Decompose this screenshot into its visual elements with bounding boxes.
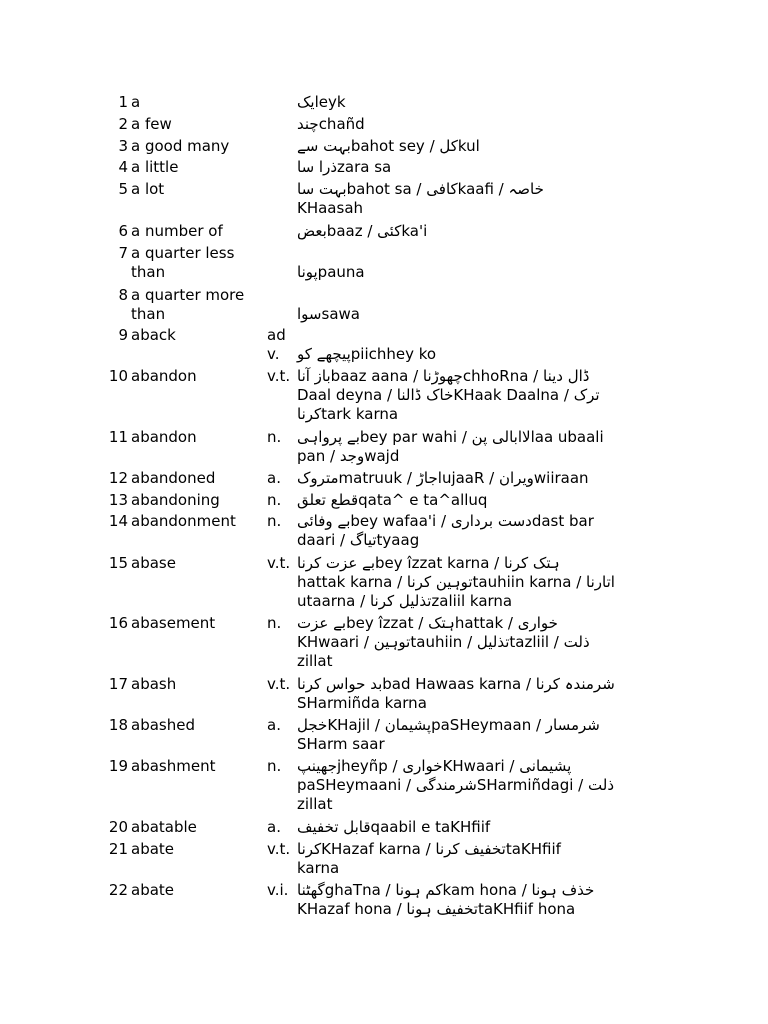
entry-headword: [131, 512, 261, 531]
entry-number: 5: [118, 180, 128, 198]
entry-meaning: [297, 469, 627, 488]
entry-meaning: [297, 840, 627, 878]
entry-headword: [131, 840, 261, 859]
headword-line: a number of: [131, 222, 223, 240]
meaning-line: [297, 326, 627, 345]
part-of-speech-line: a.: [267, 469, 281, 487]
meaning-line: Daal deyna / خاک ڈالناKHaak Daalna / ترک: [297, 386, 600, 404]
headword-line: than: [131, 305, 166, 323]
entry-headword: [131, 428, 261, 447]
headword-line: abate: [131, 840, 175, 858]
meaning-line: KHazaf hona / تخفیف ہوناtaKHfiif hona: [297, 900, 576, 918]
entry-headword: [131, 675, 261, 694]
headword-line: a quarter less: [131, 244, 235, 262]
meaning-line: [297, 244, 627, 263]
meaning-line: بے عزت کرناbey îzzat karna / ہتک کرنا: [297, 554, 560, 572]
entry-meaning: [297, 675, 627, 713]
meaning-line: karna: [297, 859, 340, 877]
entry-meaning: [297, 115, 627, 134]
part-of-speech-line: n.: [267, 512, 282, 530]
headword-line: abandonment: [131, 512, 236, 530]
meaning-line: daari / تیاگtyaag: [297, 531, 420, 549]
entry-headword: [131, 757, 261, 776]
part-of-speech: [267, 554, 295, 573]
entry-number: 18: [108, 716, 128, 734]
headword-line: aback: [131, 326, 176, 344]
meaning-line: سواsawa: [297, 305, 360, 323]
part-of-speech-line: v.t.: [267, 367, 291, 385]
part-of-speech-line: ad: [267, 326, 286, 344]
entry-meaning: [297, 818, 627, 837]
entry-number: 15: [108, 554, 128, 572]
entry-meaning: [297, 512, 627, 550]
meaning-line: گھٹناghaTna / کم ہوناkam hona / خذف ہونا: [297, 881, 595, 899]
meaning-line: ذرا ساzara sa: [297, 158, 392, 176]
entry-headword: [131, 716, 261, 735]
headword-line: abate: [131, 881, 175, 899]
entry-headword: [131, 93, 261, 112]
entry-headword: [131, 137, 261, 156]
meaning-line: utaarna / تذلیل کرناzaliil karna: [297, 592, 513, 610]
meaning-line: KHwaari / توہینtauhiin / تذلیلtazliil / ذلت: [297, 633, 590, 651]
entry-meaning: [297, 244, 627, 282]
entry-number: 8: [118, 286, 128, 304]
entry-meaning: [297, 158, 627, 177]
entry-meaning: [297, 491, 627, 510]
headword-line: a little: [131, 158, 179, 176]
headword-line: abandon: [131, 367, 197, 385]
entry-meaning: [297, 554, 627, 611]
part-of-speech: [267, 757, 295, 776]
part-of-speech-line: n.: [267, 614, 282, 632]
entry-meaning: [297, 881, 627, 919]
meaning-line: zillat: [297, 795, 333, 813]
part-of-speech-line: a.: [267, 818, 281, 836]
part-of-speech: [267, 469, 295, 488]
headword-line: a: [131, 93, 141, 111]
meaning-line: بہت سےbahot sey / کلkul: [297, 137, 480, 155]
entry-meaning: [297, 93, 627, 112]
meaning-line: کرناtark karna: [297, 405, 399, 423]
headword-line: abashment: [131, 757, 216, 775]
entry-headword: [131, 222, 261, 241]
entry-meaning: [297, 716, 627, 754]
headword-line: abasement: [131, 614, 216, 632]
entry-meaning: [297, 180, 627, 218]
entry-number: 4: [118, 158, 128, 176]
entry-number: 21: [108, 840, 128, 858]
entry-meaning: [297, 757, 627, 814]
headword-line: abandon: [131, 428, 197, 446]
part-of-speech: [267, 428, 295, 447]
entry-headword: [131, 614, 261, 633]
entry-number: 20: [108, 818, 128, 836]
headword-line: a few: [131, 115, 172, 133]
part-of-speech-line: v.: [267, 345, 280, 363]
meaning-line: بعضbaaz / کئیka'i: [297, 222, 428, 240]
entry-meaning: [297, 428, 627, 466]
part-of-speech: [267, 716, 295, 735]
headword-line: abashed: [131, 716, 195, 734]
entry-headword: [131, 244, 261, 282]
headword-line: abash: [131, 675, 177, 693]
part-of-speech: [267, 491, 295, 510]
entry-number: 16: [108, 614, 128, 632]
part-of-speech-line: v.t.: [267, 554, 291, 572]
entry-meaning: [297, 614, 627, 671]
part-of-speech-line: v.t.: [267, 840, 291, 858]
meaning-line: جھینپjheyñp / خواریKHwaari / پشیمانی: [297, 757, 572, 775]
meaning-line: zillat: [297, 652, 333, 670]
part-of-speech-line: n.: [267, 757, 282, 775]
meaning-line: SHarm saar: [297, 735, 385, 753]
part-of-speech: [267, 326, 295, 364]
entry-headword: [131, 326, 261, 345]
part-of-speech-line: n.: [267, 428, 282, 446]
part-of-speech: [267, 818, 295, 837]
meaning-line: قابل تخفیفqaabil e taKHfiif: [297, 818, 491, 836]
headword-line: a good many: [131, 137, 230, 155]
meaning-line: hattak karna / توہین کرناtauhiin karna / اتارنا: [297, 573, 615, 591]
meaning-line: [297, 286, 627, 305]
headword-line: abase: [131, 554, 176, 572]
entry-headword: [131, 115, 261, 134]
entry-meaning: [297, 367, 627, 424]
meaning-line: بے وفائیbey wafaa'i / دست برداریdast bar: [297, 512, 594, 530]
entry-headword: [131, 180, 261, 199]
headword-line: a lot: [131, 180, 165, 198]
meaning-line: متروکmatruuk / اجاڑujaaR / ویرانwiiraan: [297, 469, 589, 487]
entry-headword: [131, 367, 261, 386]
meaning-line: چندchañd: [297, 115, 365, 133]
meaning-line: paSHeymaani / شرمندگیSHarmiñdagi / ذلت: [297, 776, 614, 794]
entry-number: 22: [108, 881, 128, 899]
meaning-line: بہت ساbahot sa / کافیkaafi / خاصہ: [297, 180, 544, 198]
entry-number: 1: [118, 93, 128, 111]
headword-line: a quarter more: [131, 286, 245, 304]
meaning-line: بد حواس کرناbad Hawaas karna / شرمندہ کرنا: [297, 675, 615, 693]
meaning-line: کرناKHazaf karna / تخفیف کرناtaKHfiif: [297, 840, 561, 858]
entry-headword: [131, 286, 261, 324]
part-of-speech: [267, 675, 295, 694]
part-of-speech-line: v.t.: [267, 675, 291, 693]
meaning-line: ایکeyk: [297, 93, 346, 111]
headword-line: abandoning: [131, 491, 220, 509]
entry-number: 2: [118, 115, 128, 133]
entry-headword: [131, 818, 261, 837]
meaning-line: قطع تعلقqata^ e ta^alluq: [297, 491, 488, 509]
entry-headword: [131, 881, 261, 900]
entry-number: 19: [108, 757, 128, 775]
entry-headword: [131, 554, 261, 573]
meaning-line: باز آناbaaz aana / چھوڑناchhoRna / ڈال دینا: [297, 367, 590, 385]
entry-meaning: [297, 137, 627, 156]
headword-line: abandoned: [131, 469, 216, 487]
headword-line: abatable: [131, 818, 197, 836]
meaning-line: بے عزتbey îzzat / ہتکhattak / خواری: [297, 614, 558, 632]
headword-line: than: [131, 263, 166, 281]
part-of-speech-line: n.: [267, 491, 282, 509]
meaning-line: خجلKHajil / پشیمانpaSHeymaan / شرمسار: [297, 716, 600, 734]
entry-number: 17: [108, 675, 128, 693]
entry-meaning: [297, 286, 627, 324]
part-of-speech: [267, 367, 295, 386]
entry-headword: [131, 469, 261, 488]
entry-number: 11: [108, 428, 128, 446]
part-of-speech: [267, 512, 295, 531]
entry-meaning: [297, 222, 627, 241]
entry-number: 3: [118, 137, 128, 155]
entry-headword: [131, 491, 261, 510]
meaning-line: SHarmiñda karna: [297, 694, 427, 712]
entry-number: 14: [108, 512, 128, 530]
entry-headword: [131, 158, 261, 177]
entry-number: 12: [108, 469, 128, 487]
meaning-line: پیچھے کوpiichhey ko: [297, 345, 437, 363]
entry-number: 9: [118, 326, 128, 344]
meaning-line: KHaasah: [297, 199, 364, 217]
meaning-line: pan / وجدwajd: [297, 447, 400, 465]
part-of-speech: [267, 840, 295, 859]
entry-meaning: [297, 326, 627, 364]
entry-number: 13: [108, 491, 128, 509]
entry-number: 10: [108, 367, 128, 385]
part-of-speech-line: a.: [267, 716, 281, 734]
part-of-speech-line: v.i.: [267, 881, 289, 899]
part-of-speech: [267, 614, 295, 633]
entry-number: 6: [118, 222, 128, 240]
entry-number: 7: [118, 244, 128, 262]
meaning-line: بے پرواہیbey par wahi / لاابالی پنlaa ubaali: [297, 428, 604, 446]
part-of-speech: [267, 881, 295, 900]
meaning-line: پوناpauna: [297, 263, 365, 281]
